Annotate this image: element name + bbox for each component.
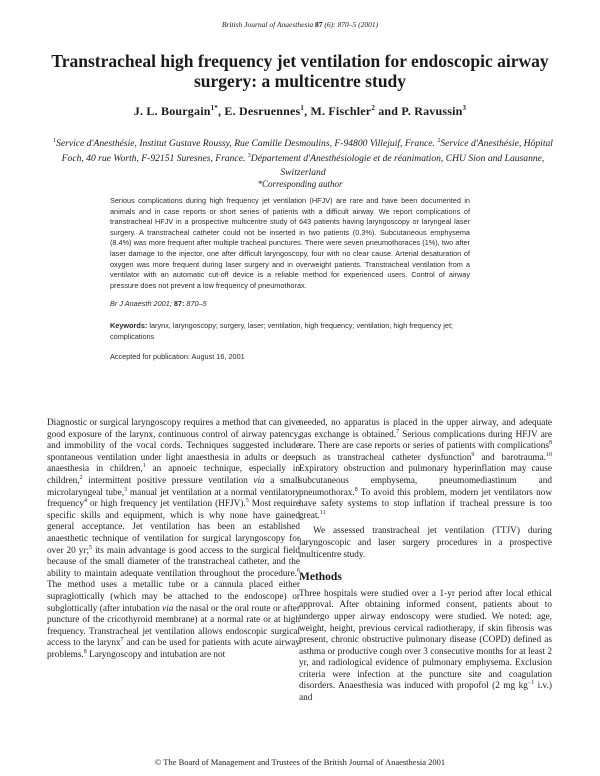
issue-pages: (6): 870–5 (2001)	[324, 20, 379, 29]
volume-number: 87	[315, 20, 323, 29]
reference-marker: 2	[79, 474, 83, 481]
methods-paragraph	[299, 589, 552, 705]
body-text: Most require specific skills and equipment, which is why none have gained general acceptance. Jet ventilation has been an established anaesthetic technique of ventilation for surgical laryngoscopy for over 20 yr;	[47, 499, 301, 556]
italic-term: via	[162, 603, 174, 614]
body-text: and barotrauma.	[474, 452, 546, 463]
affiliation-mark: 2	[437, 138, 441, 144]
author-marks: 1	[300, 104, 305, 112]
author-name: P. Ravussin	[401, 104, 463, 118]
reference-marker: 4	[83, 498, 87, 505]
body-text: the nasal or the oral route or after puncture of the cricothyroid membrane) at a normal rate or at high frequency. Transtracheal jet ventilation allows endoscopic surgical access to the larynx	[47, 603, 300, 649]
journal-name: British Journal of Anaesthesia	[221, 20, 314, 29]
body-text: Expiratory obstruction and pulmonary hyperinflation may cause subcutaneous emphysema, pneumomediastinum and pneumothorax.	[299, 464, 552, 498]
body-column-left	[47, 418, 300, 661]
italic-term: via	[253, 475, 265, 486]
author-name: M. Fischler	[310, 104, 372, 118]
body-text: intermittent positive pressure ventilation	[82, 475, 254, 486]
body-text: Laryngoscopy and intubation are not	[86, 649, 226, 660]
body-text: or high frequency jet ventilation (HFJV).	[86, 499, 246, 510]
body-text: The method uses a metallic tube or a cannula placed either supraglottically (which may be attached to the endoscope) or subglottically (after intubation	[47, 580, 300, 614]
reference-marker: 5	[89, 544, 93, 551]
body-text: To avoid this problem, modern jet ventilators now have safety systems to stop inflation if tracheal pressure is too great.	[299, 487, 552, 521]
reference-marker: 9	[471, 451, 475, 458]
reference-marker: 3	[124, 486, 128, 493]
article-title: Transtracheal high frequency jet ventilation for endoscopic airway surgery: a multicentre study	[51, 51, 549, 91]
body-text: and can be used for patients with acute airway problems.	[47, 638, 300, 660]
body-column-right	[299, 418, 552, 705]
abstract-section	[110, 196, 470, 361]
citation-volume: 87:	[173, 299, 185, 309]
body-text: manual jet ventilation at a normal ventilatory frequency	[47, 487, 300, 510]
reference-marker: 8	[354, 486, 358, 493]
affiliation-text: Département d'Anesthésiologie et de réanimation, CHU Sion and Lausanne, Switzerland	[250, 153, 545, 178]
author-name: J. L. Bourgain	[133, 104, 211, 118]
affiliation-text: Service d'Anesthésie, Institut Gustave Roussy, Rue Camille Desmoulins, F-94800 Villejuif, France.	[56, 138, 435, 150]
body-text: Serious complications during HFJV are rare. There are case reports or series of patients with complications	[299, 429, 552, 452]
reference-marker: 7	[396, 428, 400, 435]
body-text: such as transtracheal catheter dysfunction	[299, 452, 472, 463]
affiliation-mark: 1	[53, 138, 57, 144]
author-name: E. Desruennes	[224, 104, 301, 118]
keywords-text: larynx, laryngoscopy; surgery, laser; ventilation, high frequency; ventilation, high frequency jet; complications	[110, 321, 454, 341]
body-text: its main advantage is good access to the surgical field because of the small diameter of the transtracheal catheter, and the ability to maintain adequate ventilation throughout the procedure.	[47, 545, 300, 579]
body-text: needed, no apparatus is placed in the upper airway, and adequate gas exchange is obtained.	[299, 418, 552, 440]
body-text: an apnoeic technique, especially in children,	[47, 464, 300, 486]
running-head	[0, 20, 600, 29]
corresponding-author-note: *Corresponding author	[257, 179, 343, 189]
accepted-date: Accepted for publication: August 16, 2001	[110, 351, 245, 361]
body-text: a small microlaryngeal tube,	[47, 475, 300, 498]
author-marks: 2	[371, 104, 376, 112]
body-text: Diagnostic or surgical laryngoscopy requires a method that can give good exposure of the larynx, continuous control of airway patency, and immobility of the vocal cords. Techniques suggested include spontaneous ventilation under light anaesthesia in adults or deep anaesthesia in children,	[47, 418, 300, 475]
author-marks: 3	[462, 104, 467, 112]
affiliations	[47, 135, 559, 179]
citation-pages: 870–5	[186, 299, 207, 309]
abstract-text: Serious complications during high frequency jet ventilation (HFJV) are rare and have been documented in animals and in case reports or short series of patients with a difficult airway. We report complications of transtracheal HFJV in a prospective multicentre study of 643 patients having laryngoscopy or laryngeal laser surgery. A transtracheal catheter could not be inserted in two patients (0.3%). Subcutaneous emphysema (8.4%) was more frequent after multiple tracheal punctures. There were seven pneumothoraces (1%), two after laser damage to the injector, one after difficult laryngoscopy, four with no clear cause. Arterial desaturation of oxygen was more frequent during laser surgery and in overweight patients. Transtracheal ventilation from a ventilator with an automatic cut-off device is a reliable method for experienced users. Control of airway pressure does not prevent a low frequency of pneumothorax.	[110, 196, 470, 290]
citation-line	[110, 299, 470, 308]
author-marks: 1*	[210, 104, 219, 112]
body-text: i.v.) and	[299, 681, 552, 704]
affiliation-mark: 3	[247, 153, 251, 160]
reference-marker: 10	[546, 451, 552, 458]
reference-marker: 8	[549, 440, 552, 447]
reference-marker: 1	[142, 463, 146, 470]
citation-journal: Br J Anaesth	[110, 299, 152, 309]
reference-marker: 7	[120, 637, 124, 644]
reference-marker: 6	[297, 567, 300, 574]
reference-marker: 11	[319, 509, 326, 516]
citation-year: 2001;	[153, 299, 172, 309]
reference-marker: 8	[83, 648, 87, 655]
author-list: J. L. Bourgain$^{1*}$, E. Desruennes$^1$, M. Fischler$^2$ and P. Ravussin$^3$	[133, 104, 467, 118]
unit-exponent: −1	[527, 680, 535, 687]
copyright-footer: © The Board of Management and Trustees of the British Journal of Anaesthesia 2001	[154, 757, 446, 767]
methods-heading: Methods	[299, 571, 342, 584]
keywords	[110, 321, 470, 342]
intro-continuation	[299, 418, 552, 522]
intro-paragraph	[47, 418, 300, 661]
keywords-label: Keywords:	[110, 321, 148, 331]
reference-marker: 5	[245, 498, 249, 505]
study-aim-paragraph: We assessed transtracheal jet ventilation (TTJV) during laryngoscopic and laser surgery procedures in a prospective multicentre study.	[299, 526, 552, 560]
affiliation-text: Service d'Anesthésie, Hôpital Foch, 40 rue Worth, F-92151 Suresnes, France.	[61, 138, 553, 165]
body-text: Three hospitals were studied over a 1-yr period after local ethical approval. After obtaining informed consent, patients about to undergo upper airway endoscopy were studied. We noted: age, weight, height, previous cervical radiotherapy, if skin fibrosis was present, chronic obstructive pulmonary disease (COPD) defined as asthma or productive cough over 3 consecutive months for at least 2 yr, and radiological evidence of pulmonary emphysema. Exclusion criteria were infection at the puncture site and coagulation disorders. Anaesthesia was induced with propofol (2 mg kg	[299, 588, 552, 692]
